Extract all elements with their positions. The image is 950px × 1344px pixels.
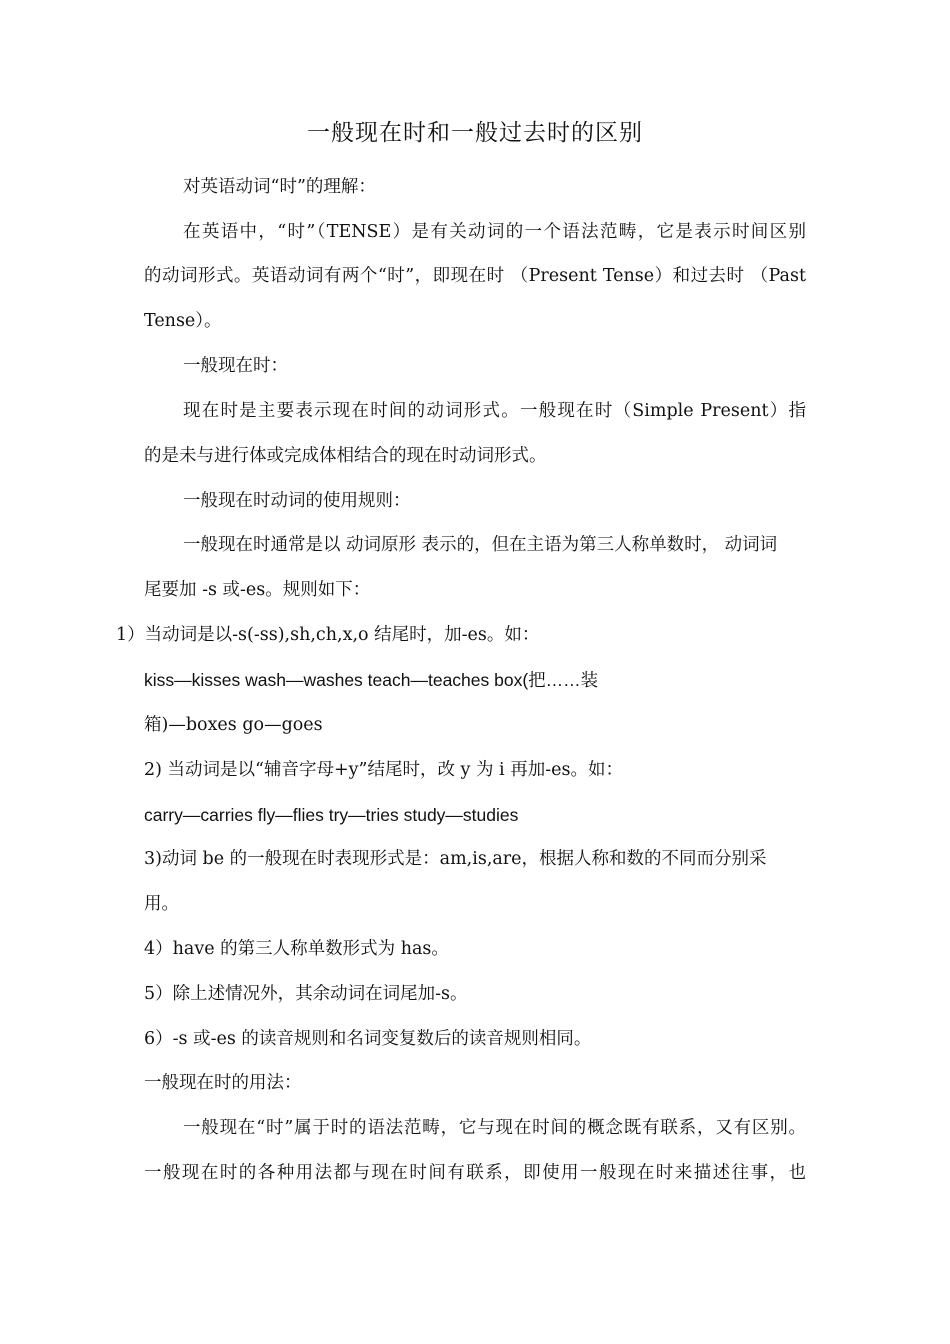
section-heading-understanding: 对英语动词“时”的理解： xyxy=(183,177,376,197)
section-heading-rules: 一般现在时动词的使用规则： xyxy=(183,491,411,511)
example-line: kiss—kisses wash—washes teach—teaches box(把……装 xyxy=(144,670,599,690)
paragraph-line: 的动词形式。英语动词有两个“时”，即现在时 （Present Tense）和过去时 （Past xyxy=(144,266,806,286)
paragraph-line: 在英语中，“时”（TENSE）是有关动词的一个语法范畴，它是表示时间区别 xyxy=(183,222,806,242)
section-heading-simple-present: 一般现在时： xyxy=(183,356,288,376)
rule-item-2: 2) 当动词是以“辅音字母+y”结尾时，改 y 为 i 再加-es。如： xyxy=(144,760,623,780)
example-line: 箱)—boxes go—goes xyxy=(144,715,323,735)
example-line: carry—carries fly—flies try—tries study—studies xyxy=(144,805,519,825)
rule-item-1: 1）当动词是以-s(-ss),sh,ch,x,o 结尾时，加-es。如： xyxy=(116,625,540,645)
rule-item-5: 5）除上述情况外，其余动词在词尾加-s。 xyxy=(144,984,468,1004)
paragraph-line: Tense）。 xyxy=(144,311,222,331)
rule-item-4: 4）have 的第三人称单数形式为 has。 xyxy=(144,939,449,959)
paragraph-line: 的是未与进行体或完成体相结合的现在时动词形式。 xyxy=(144,446,547,466)
paragraph-line: 一般现在时的各种用法都与现在时间有联系，即使用一般现在时来描述往事，也 xyxy=(144,1163,806,1183)
paragraph-line: 用。 xyxy=(144,894,179,914)
paragraph-line: 一般现在时通常是以 动词原形 表示的，但在主语为第三人称单数时， 动词词 xyxy=(183,535,778,555)
rule-item-6: 6）-s 或-es 的读音规则和名词变复数后的读音规则相同。 xyxy=(144,1029,592,1049)
paragraph-line: 现在时是主要表示现在时间的动词形式。一般现在时（Simple Present）指 xyxy=(183,401,806,421)
section-heading-usage: 一般现在时的用法： xyxy=(144,1073,302,1093)
paragraph-line: 一般现在“时”属于时的语法范畴，它与现在时间的概念既有联系，又有区别。 xyxy=(183,1118,806,1138)
document-title: 一般现在时和一般过去时的区别 xyxy=(307,120,643,146)
rule-item-3: 3)动词 be 的一般现在时表现形式是：am,is,are，根据人称和数的不同而分别采 xyxy=(144,849,767,869)
paragraph-line: 尾要加 -s 或-es。规则如下： xyxy=(144,580,371,600)
